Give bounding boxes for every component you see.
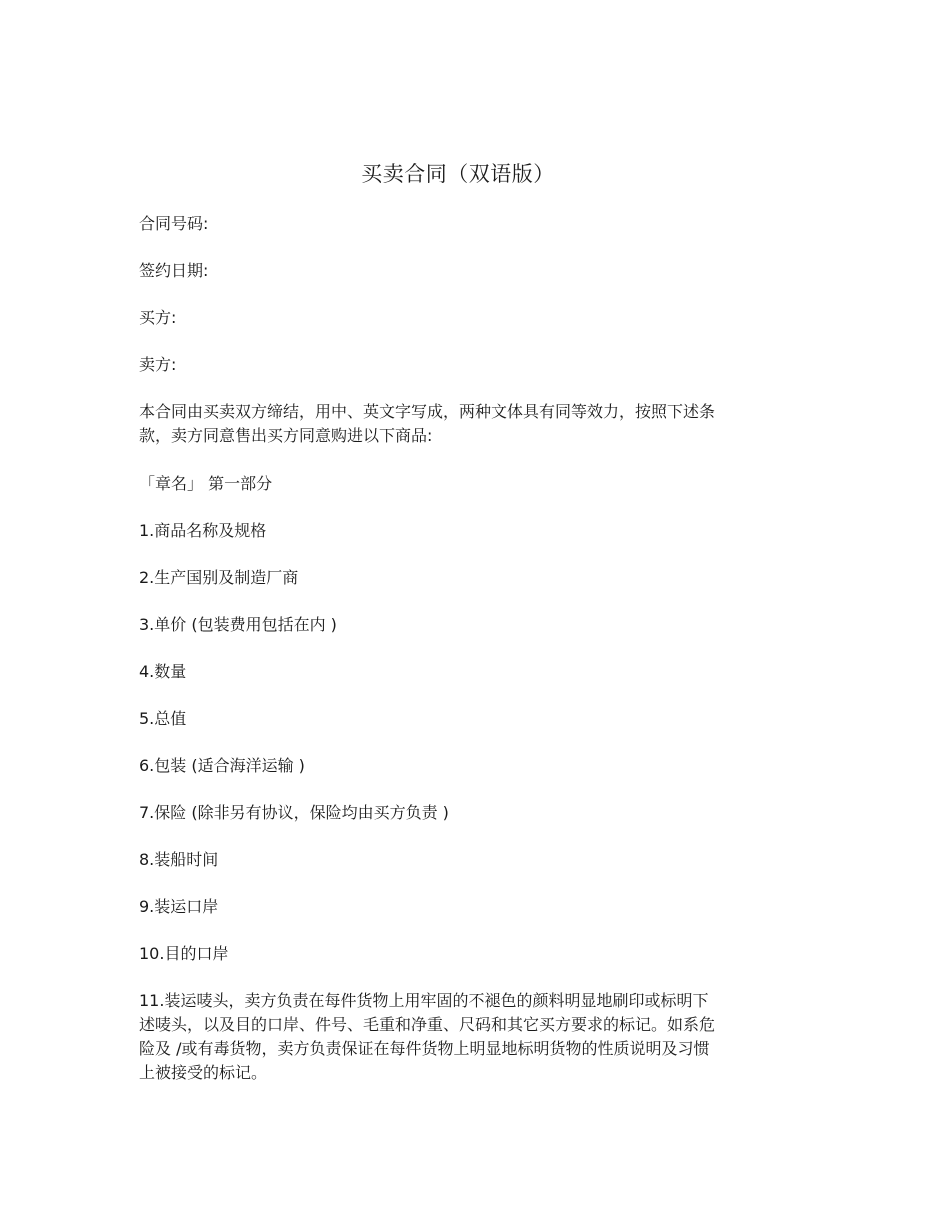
item-11-line-3: 险及 /或有毒货物，卖方负责保证在每件货物上明显地标明货物的性质说明及习惯 — [139, 1039, 710, 1058]
item-11-line-1: 11.装运唛头，卖方负责在每件货物上用牢固的不褪色的颜料明显地刷印或标明下 — [139, 991, 709, 1010]
item-11-paragraph — [139, 989, 779, 1085]
intro-line-2: 款，卖方同意售出买方同意购进以下商品: — [139, 426, 433, 445]
list-item: 4.数量 — [139, 662, 187, 681]
list-item: 5.总值 — [139, 709, 187, 728]
seller-label: 卖方: — [139, 355, 177, 374]
list-item: 7.保险 (除非另有协议，保险均由买方负责 ) — [139, 803, 449, 822]
list-item: 10.目的口岸 — [139, 944, 229, 963]
intro-paragraph — [139, 400, 779, 448]
list-item: 3.单价 (包装费用包括在内 ) — [139, 615, 337, 634]
item-11-line-4: 上被接受的标记。 — [139, 1063, 268, 1082]
chapter-heading: 「章名」 第一部分 — [139, 474, 273, 493]
sign-date-label: 签约日期: — [139, 261, 209, 280]
intro-line-1: 本合同由买卖双方缔结，用中、英文字写成，两种文体具有同等效力，按照下述条 — [139, 402, 716, 421]
list-item: 1.商品名称及规格 — [139, 521, 267, 540]
list-item: 9.装运口岸 — [139, 897, 219, 916]
list-item: 6.包装 (适合海洋运输 ) — [139, 756, 305, 775]
list-item: 8.装船时间 — [139, 850, 219, 869]
list-item: 2.生产国别及制造厂商 — [139, 568, 299, 587]
item-11-line-2: 述唛头，以及目的口岸、件号、毛重和净重、尺码和其它买方要求的标记。如系危 — [139, 1015, 716, 1034]
document-title: 买卖合同（双语版） — [361, 162, 555, 186]
contract-number-label: 合同号码: — [139, 214, 209, 233]
buyer-label: 买方: — [139, 308, 177, 327]
